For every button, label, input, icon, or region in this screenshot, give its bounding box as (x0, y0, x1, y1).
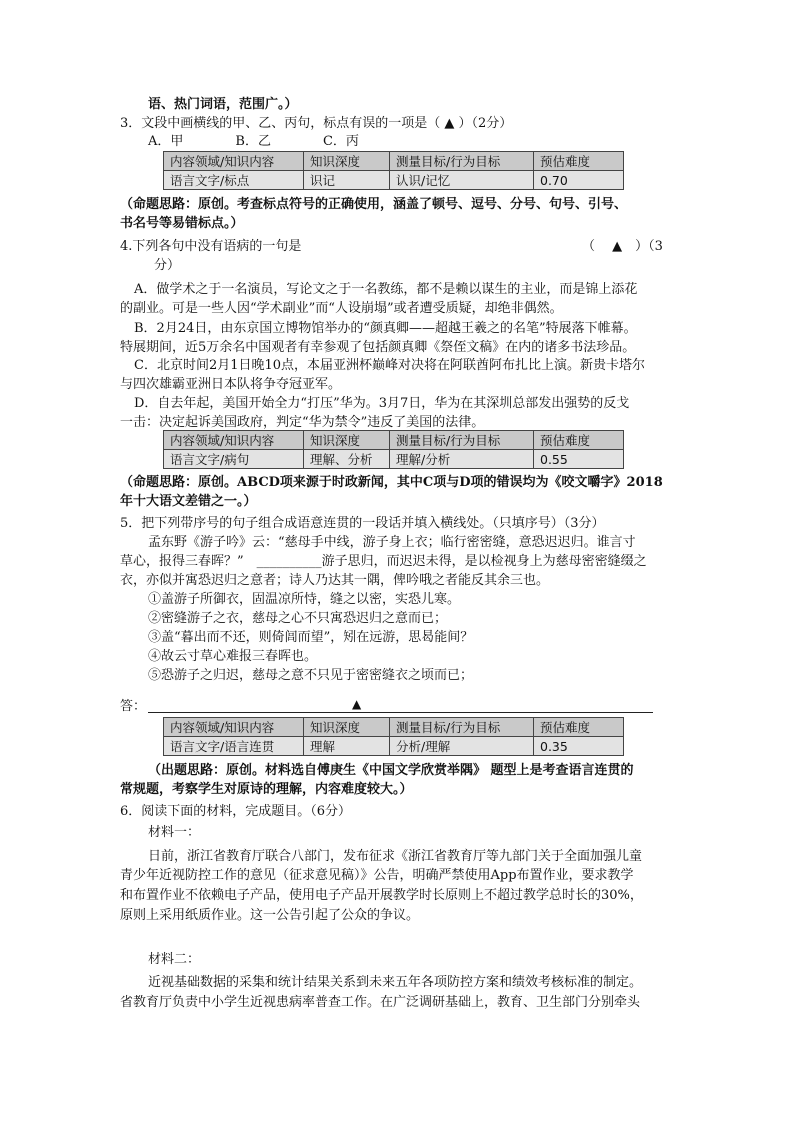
question-3: 3．文段中画横线的甲、乙、丙句，标点有误的一项是（ ▲ ）（2分） (120, 116, 513, 131)
q4-note-line2: 年十大语文差错之一。） (120, 494, 257, 509)
q4-note-line1: （命题思路：原创。ABCD项来源于时政新闻，其中C项与D项的错误均为《咬文嚼字》2018 (120, 475, 663, 490)
meta-table-q4 (163, 430, 624, 469)
question-3-options: A．甲 B．乙 C．丙 (148, 134, 359, 149)
table-cell: 0.70 (534, 171, 624, 190)
table-header: 知识深度 (304, 431, 390, 450)
q5-passage-line3: 衣，亦似并寓恐迟归之意者；诗人乃达其一隅，俾吟哦之者能反其余三也。 (120, 573, 550, 588)
option-d-line2: 一击：决定起诉美国政府，判定“华为禁令”违反了美国的法律。 (120, 415, 485, 430)
q5-option-3: ③盖“暮出而不还，则倚闾而望”，矧在远游，思曷能间？ (148, 630, 474, 645)
table-cell: 语言文字/病句 (164, 450, 304, 469)
option-a-line1: A．做学术之于一名演员，写论文之于一名教练，都不是赖以谋生的主业，而是锦上添花 (134, 282, 638, 297)
table-cell: 认识/记忆 (390, 171, 534, 190)
table-header: 内容领域/知识内容 (164, 718, 304, 737)
table-header: 知识深度 (304, 718, 390, 737)
option-a-line2: 的副业。可是一些人因“学术副业”而“人设崩塌”或者遭受质疑，却绝非偶然。 (120, 301, 563, 316)
table-cell: 语言文字/语言连贯 (164, 737, 304, 756)
material-1-line2: 青少年近视防控工作的意见（征求意见稿）》公告，明确严禁使用App布置作业，要求教学 (120, 868, 634, 883)
material-1-line3: 和布置作业不依赖电子产品，使用电子产品开展教学时长原则上不超过教学总时长的30%， (120, 888, 643, 903)
q3-note-line1: （命题思路：原创。考查标点符号的正确使用，涵盖了顿号、逗号、分号、句号、引号、 (120, 197, 628, 212)
question-5: 5．把下列带序号的句子组合成语意连贯的一段话并填入横线处。（只填序号）（3分） (120, 516, 605, 531)
option-c-line2: 与四次雄霸亚洲日本队将争夺冠亚军。 (120, 377, 342, 392)
table-cell: 理解/分析 (390, 450, 534, 469)
table-cell: 0.55 (534, 450, 624, 469)
option-b-line1: B．2月24日，由东京国立博物馆举办的“颜真卿——超越王羲之的名笔”特展落下帷幕。 (134, 321, 637, 336)
answer-label: 答： (120, 699, 147, 714)
option-b-line2: 特展期间，近5万余名中国观者有幸参观了包括颜真卿《祭侄文稿》在内的诸多书法珍品。 (120, 340, 636, 355)
question-4: 4.下列各句中没有语病的一句是 (120, 239, 302, 254)
q5-passage-line2: 草心，报得三春晖？” __________游子思归，而迟迟未得，是以检视身上为慈母密密缝缀之 (120, 554, 647, 569)
q5-option-5: ⑤恐游子之归迟，慈母之意不只见于密密缝衣之顷而已； (148, 668, 474, 683)
meta-table-q5 (163, 717, 624, 756)
table-cell: 识记 (304, 171, 390, 190)
q5-passage-line1: 孟东野《游子吟》云：“慈母手中线，游子身上衣；临行密密缝，意恐迟迟归。谁言寸 (148, 535, 636, 550)
table-header: 测量目标/行为目标 (390, 152, 534, 171)
q3-note-line2: 书名号等易错标点。） (120, 216, 244, 231)
q5-option-1: ①盖游子所御衣，固温凉所恃，缝之以密，实恐儿寒。 (148, 592, 461, 607)
material-2-line2: 省教育厅负责中小学生近视患病率普查工作。在广泛调研基础上，教育、卫生部门分别牵头 (120, 995, 641, 1010)
table-header: 内容领域/知识内容 (164, 152, 304, 171)
question-4-mark: （ ▲ ）（3 (582, 239, 663, 254)
option-c-line1: C．北京时间2月1日晚10点，本届亚洲杯巅峰对决将在阿联酋阿布扎比上演。新贵卡塔尔 (134, 358, 646, 373)
q5-note-line2: 常规题，考察学生对原诗的理解，内容难度较大。） (120, 782, 413, 797)
table-header: 预估难度 (534, 431, 624, 450)
intro-fragment: 语、热门词语，范围广。） (148, 97, 298, 112)
material-2-line1: 近视基础数据的采集和统计结果关系到未来五年各项防控方案和绩效考核标准的制定。 (148, 975, 643, 990)
q5-option-4: ④故云寸草心难报三春晖也。 (148, 649, 318, 664)
option-d-line1: D．自去年起，美国开始全力“打压”华为。3月7日，华为在其深圳总部发出强势的反戈 (134, 396, 630, 411)
table-header: 预估难度 (534, 152, 624, 171)
material-1-line4: 原则上采用纸质作业。这一公告引起了公众的争议。 (120, 908, 420, 923)
answer-triangle: ▲ (352, 697, 362, 711)
table-cell: 分析/理解 (390, 737, 534, 756)
answer-line[interactable] (148, 712, 653, 713)
table-header: 测量目标/行为目标 (390, 431, 534, 450)
material-1-label: 材料一： (148, 825, 201, 840)
table-cell: 理解、分析 (304, 450, 390, 469)
table-header: 知识深度 (304, 152, 390, 171)
question-4-cont: 分） (154, 258, 181, 273)
table-cell: 语言文字/标点 (164, 171, 304, 190)
meta-table-q3 (163, 151, 624, 190)
q5-option-2: ②密缝游子之衣，慈母之心不只寓恐迟归之意而已； (148, 611, 448, 626)
table-header: 测量目标/行为目标 (390, 718, 534, 737)
q5-note-line1: （出题思路：原创。材料选自傅庚生《中国文学欣赏举隅》 题型上是考查语言连贯的 (148, 763, 634, 778)
material-2-label: 材料二： (148, 952, 201, 967)
table-cell: 理解 (304, 737, 390, 756)
material-1-line1: 日前，浙江省教育厅联合八部门，发布征求《浙江省教育厅等九部门关于全面加强儿童 (148, 849, 643, 864)
table-header: 预估难度 (534, 718, 624, 737)
table-cell: 0.35 (534, 737, 624, 756)
table-header: 内容领域/知识内容 (164, 431, 304, 450)
question-6: 6．阅读下面的材料，完成题目。（6分） (120, 804, 352, 819)
